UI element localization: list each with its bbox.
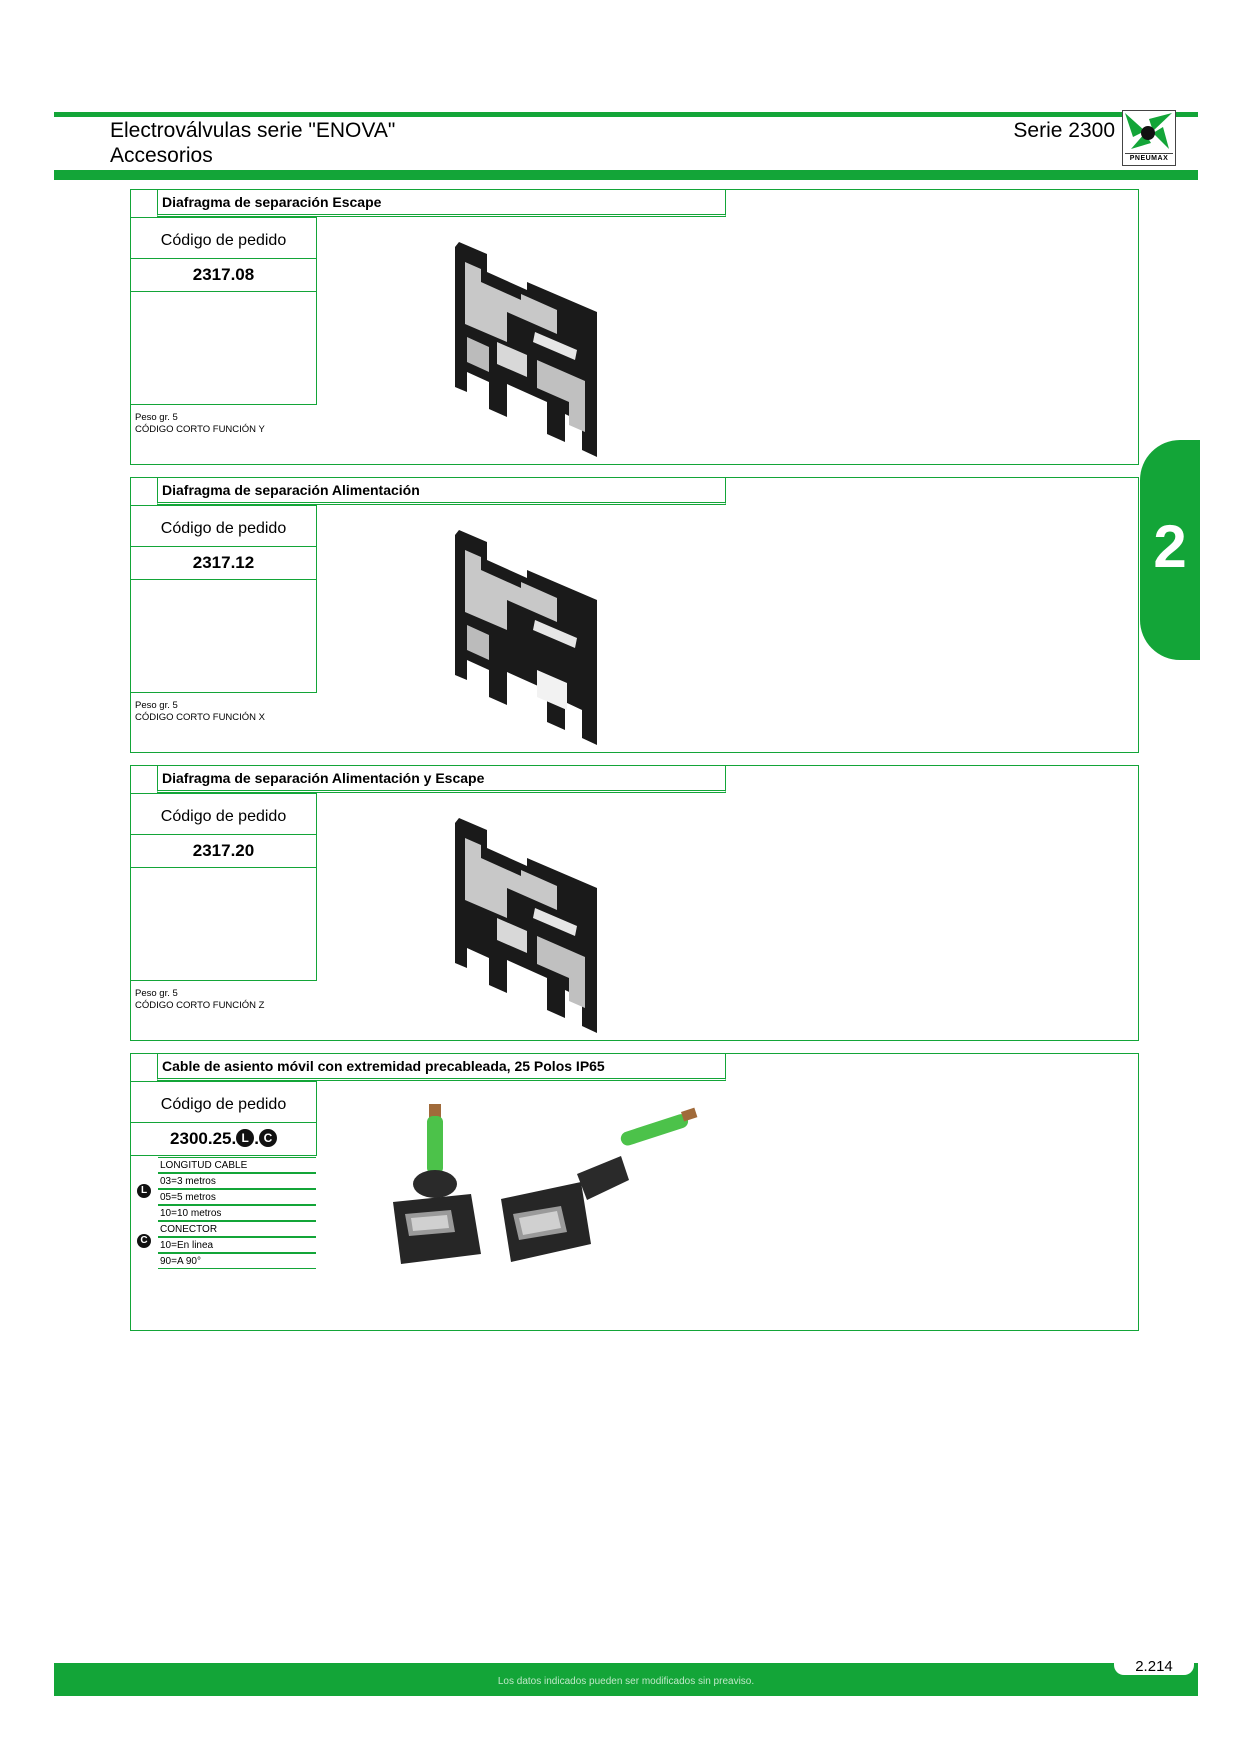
short-function-code: CÓDIGO CORTO FUNCIÓN X (135, 712, 266, 723)
order-code-box (130, 1081, 317, 1156)
length-option: 05=5 metros (158, 1189, 316, 1205)
diaphragm-image (447, 818, 607, 1038)
options-table (158, 1157, 316, 1269)
length-option: 03=3 metros (158, 1173, 316, 1189)
order-code-box (130, 505, 317, 693)
order-code-label: Código de pedido (131, 1082, 316, 1123)
page-number: 2.214 (1114, 1659, 1194, 1675)
weight: Peso gr. 5 (135, 988, 178, 999)
chapter-number: 2 (1153, 513, 1187, 580)
order-code (131, 1123, 316, 1156)
code-prefix: 2300.25. (170, 1129, 237, 1148)
footer-disclaimer: Los datos indicados pueden ser modificados sin preaviso. (497, 1676, 755, 1687)
connector-option: 90=A 90° (158, 1253, 316, 1269)
order-code: 2317.20 (131, 835, 316, 868)
option-badge-l: L (137, 1184, 151, 1198)
connector-option: 10=En linea (158, 1237, 316, 1253)
header-bottom-rule (54, 170, 1198, 180)
title-line-2: Accesorios (110, 144, 213, 167)
badge-l: L (236, 1129, 254, 1147)
order-code: 2317.08 (131, 259, 316, 292)
order-code: 2317.12 (131, 547, 316, 580)
serie-label: Serie 2300 (1013, 119, 1115, 142)
order-code-label: Código de pedido (131, 506, 316, 547)
order-code-label: Código de pedido (131, 218, 316, 259)
product-notes (135, 412, 265, 436)
weight: Peso gr. 5 (135, 700, 178, 711)
length-header: LONGITUD CABLE (158, 1157, 316, 1173)
diaphragm-image (447, 530, 607, 750)
product-notes (135, 988, 264, 1012)
order-code-empty (131, 580, 316, 692)
footer-bar (54, 1658, 1198, 1696)
section-title: Diafragma de separación Alimentación y Escape (157, 765, 726, 793)
badge-c: C (259, 1129, 277, 1147)
code-separator: . (254, 1129, 259, 1148)
order-code-box (130, 217, 317, 405)
section-escape (130, 189, 1139, 465)
pneumax-logo (1122, 110, 1176, 166)
section-title: Diafragma de separación Alimentación (157, 477, 726, 505)
weight: Peso gr. 5 (135, 412, 178, 423)
order-code-empty (131, 868, 316, 980)
title-line-1: Electroválvulas serie "ENOVA" (110, 119, 396, 142)
diaphragm-image (447, 242, 607, 462)
short-function-code: CÓDIGO CORTO FUNCIÓN Z (135, 1000, 265, 1011)
order-code-empty (131, 292, 316, 404)
chapter-tab (1140, 440, 1200, 660)
section-alimentacion (130, 477, 1139, 753)
section-title: Cable de asiento móvil con extremidad precableada, 25 Polos IP65 (157, 1053, 726, 1081)
connector-header: CONECTOR (158, 1221, 316, 1237)
section-alimentacion-escape (130, 765, 1139, 1041)
product-notes (135, 700, 265, 724)
short-function-code: CÓDIGO CORTO FUNCIÓN Y (135, 424, 265, 435)
order-code-box (130, 793, 317, 981)
header-top-rule (54, 112, 1198, 117)
cable-connector-image (381, 1104, 801, 1284)
order-code-label: Código de pedido (131, 794, 316, 835)
option-badge-c: C (137, 1234, 151, 1248)
section-title: Diafragma de separación Escape (157, 189, 726, 217)
page-title (110, 118, 395, 168)
logo-wordmark: PNEUMAX (1125, 153, 1173, 162)
length-option: 10=10 metros (158, 1205, 316, 1221)
section-cable (130, 1053, 1139, 1331)
pinwheel-logo-icon (1123, 111, 1174, 151)
